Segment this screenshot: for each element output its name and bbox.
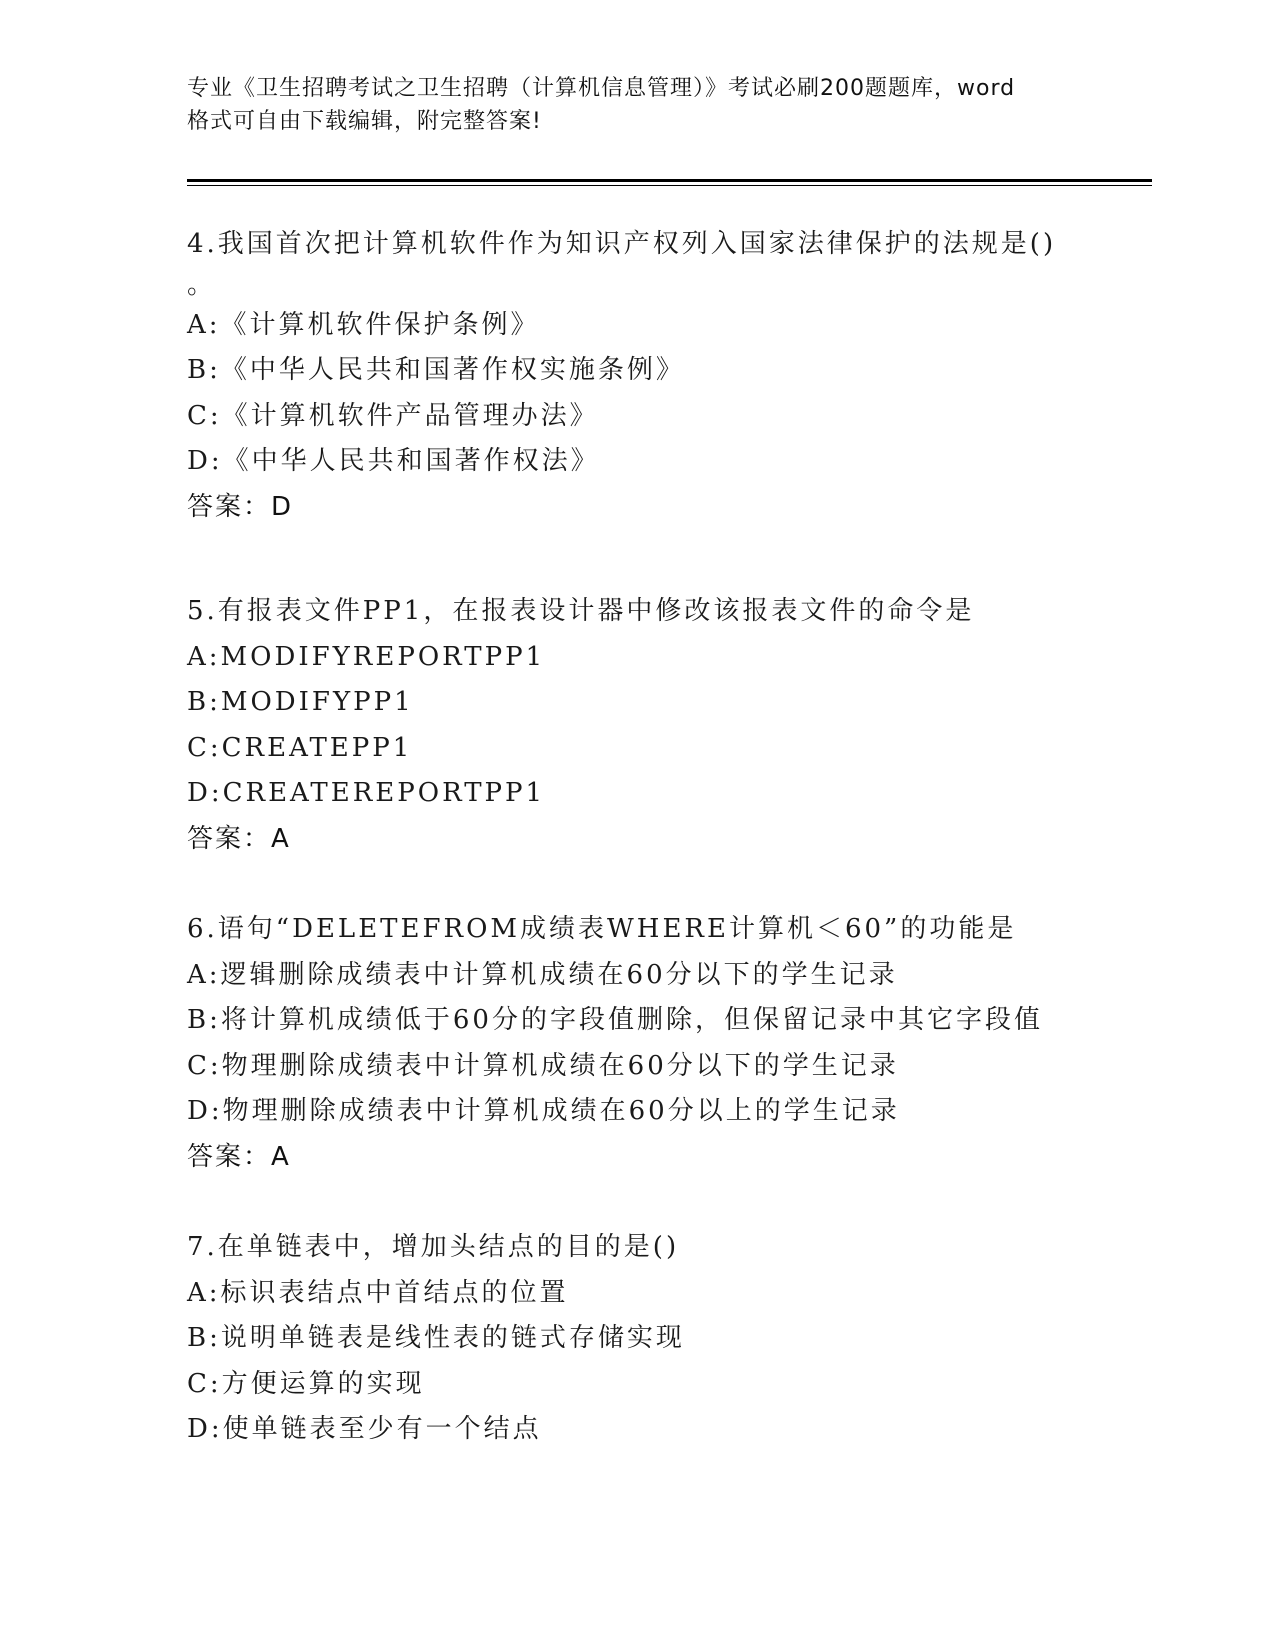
option-d: D:使单链表至少有一个结点 <box>187 1414 542 1444</box>
option-c: C:方便运算的实现 <box>187 1368 425 1399</box>
answer: 答案：A <box>187 823 291 854</box>
question-4 <box>187 222 1147 530</box>
option-a: A:逻辑删除成绩表中计算机成绩在60分以下的学生记录 <box>187 959 898 990</box>
document-header <box>187 72 1087 138</box>
option-b: B:将计算机成绩低于60分的字段值删除，但保留记录中其它字段值 <box>187 1005 1043 1035</box>
question-6 <box>187 907 1147 1180</box>
option-a: A:标识表结点中首结点的位置 <box>187 1277 569 1308</box>
option-b: B:《中华人民共和国著作权实施条例》 <box>187 355 685 385</box>
option-d: D:CREATEREPORTPP1 <box>187 778 546 808</box>
question-5 <box>187 589 1147 862</box>
header-rule-thin <box>187 185 1152 186</box>
answer: 答案：D <box>187 491 294 522</box>
question-stem-continuation: 。 <box>187 269 214 300</box>
header-line-1: 专业《卫生招聘考试之卫生招聘（计算机信息管理）》考试必刷200题题库，word <box>187 76 1016 101</box>
question-stem: 6.语句“DELETEFROM成绩表WHERE计算机＜60”的功能是 <box>187 914 1017 944</box>
option-d: D:《中华人民共和国著作权法》 <box>187 446 600 476</box>
header-line-2: 格式可自由下载编辑，附完整答案! <box>187 109 542 134</box>
question-stem: 5.有报表文件PP1，在报表设计器中修改该报表文件的命令是 <box>187 596 975 626</box>
question-stem: 4.我国首次把计算机软件作为知识产权列入国家法律保护的法规是() <box>187 229 1057 259</box>
option-b: B:说明单链表是线性表的链式存储实现 <box>187 1323 685 1353</box>
question-stem: 7.在单链表中，增加头结点的目的是() <box>187 1232 680 1262</box>
option-b: B:MODIFYPP1 <box>187 687 414 717</box>
option-c: C:《计算机软件产品管理办法》 <box>187 400 599 431</box>
header-rule-thick <box>187 179 1152 182</box>
option-a: A:《计算机软件保护条例》 <box>187 309 540 340</box>
option-d: D:物理删除成绩表中计算机成绩在60分以上的学生记录 <box>187 1096 900 1126</box>
question-7 <box>187 1225 1147 1453</box>
answer: 答案：A <box>187 1141 291 1172</box>
option-c: C:物理删除成绩表中计算机成绩在60分以下的学生记录 <box>187 1050 899 1081</box>
option-c: C:CREATEPP1 <box>187 732 413 763</box>
option-a: A:MODIFYREPORTPP1 <box>187 641 546 672</box>
